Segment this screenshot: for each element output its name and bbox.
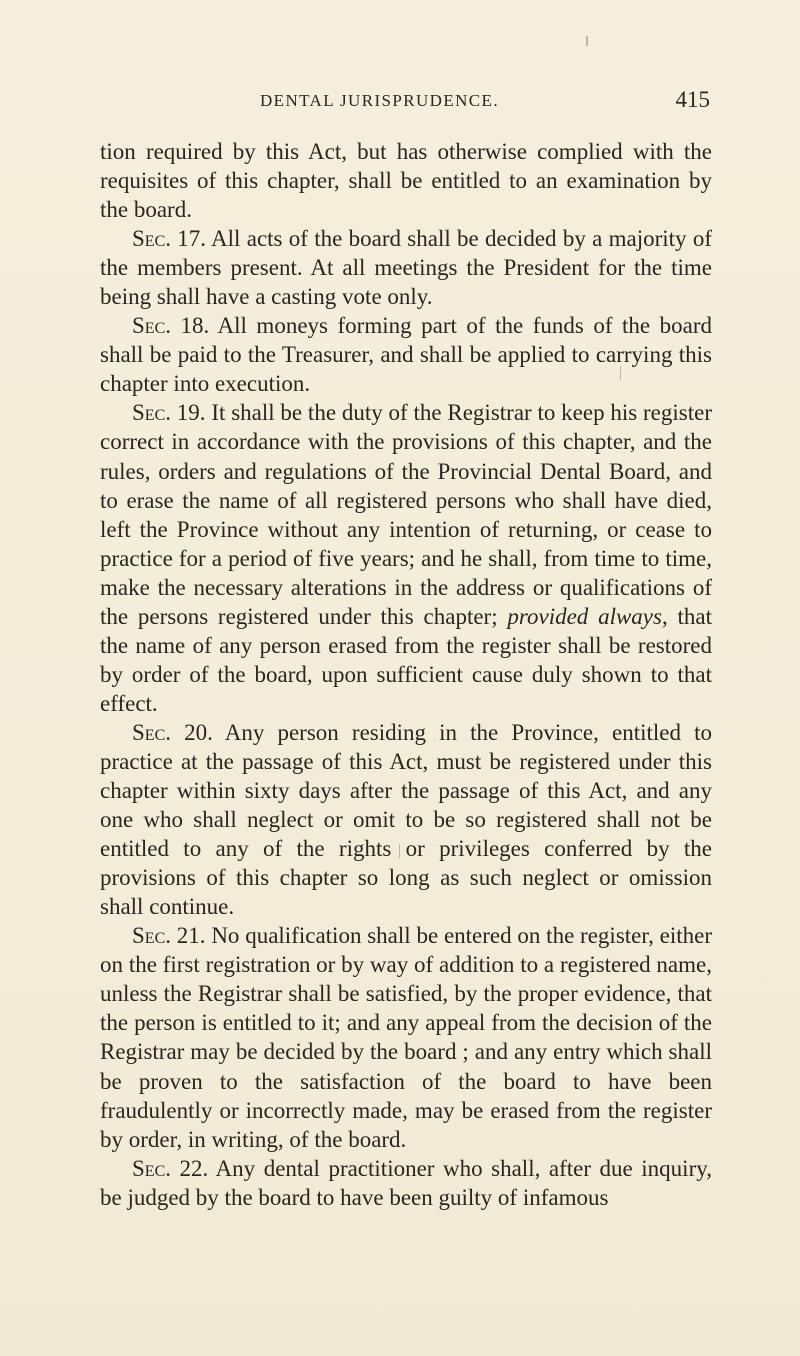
page-header (150, 87, 710, 117)
paragraph-sec-21 (100, 921, 712, 1153)
page-number: 415 (675, 87, 710, 112)
italic-phrase: provided always (507, 603, 662, 629)
paragraph-text: Any person residing in the Province, entitled to practice at the passage of this Act, must be registered under this chapter within sixty days after the passage of this Act, and any one who shall neglect or omit to be so registered shall not be entitled to any of the rights or privileges conferred by the provisions of this chapter so long as such neglect or omission shall continue. (100, 719, 712, 920)
paragraph-text: tion required by this Act, but has otherwise complied with the requisites of this chapter, shall be entitled to an examination by the board. (100, 139, 712, 223)
paragraph-text: It shall be the duty of the Registrar to keep his register correct in accordance with the provisions of this chapter, and the rules, orders and regulations of the Provincial Dental Board, and to erase the name of all registered persons who shall have died, left the Province without any intention of returning, or cease to practice for a period of five years; and he shall, from time to time, make the necessary alterations in the address or qualifications of the persons registered under this chapter; (100, 400, 712, 629)
section-label: Sec. 20. (132, 719, 213, 745)
paragraph-sec-18 (100, 311, 712, 398)
paragraph-text: All acts of the board shall be decided by a majority of the members present. At all meetings the President for the time being shall have a casting vote only. (100, 226, 712, 310)
section-label: Sec. 22. (132, 1155, 209, 1181)
paragraph-sec-19 (100, 398, 712, 718)
body-text (100, 137, 712, 1212)
paragraph-text: , that the name of any person erased from the register shall be restored by order of the board, upon sufficient cause duly shown to that effect. (100, 603, 712, 716)
section-label: Sec. 21. (132, 923, 206, 949)
paragraph-sec-17 (100, 224, 712, 311)
running-head: DENTAL JURISPRUDENCE. (260, 91, 499, 110)
ink-speck (586, 36, 588, 46)
paragraph-text: Any dental practitioner who shall, after due inquiry, be judged by the board to have been guilty of infamous (100, 1155, 712, 1210)
paragraph-text: All moneys forming part of the funds of the board shall be paid to the Treasurer, and shall be applied to carrying this chapter into execution. (100, 313, 712, 397)
paragraph-sec-22 (100, 1154, 712, 1212)
section-label: Sec. 18. (132, 313, 210, 339)
paragraph-sec-20 (100, 718, 712, 921)
section-label: Sec. 19. (132, 400, 206, 426)
paragraph-continuation (100, 137, 712, 224)
paragraph-text: No qualification shall be entered on the register, either on the first registration or by way of addition to a registered name, unless the Registrar shall be satisfied, by the proper evidence, that the person is entitled to it; and any appeal from the decision of the Registrar may be decided by the board ; and any entry which shall be proven to the satisfaction of the board to have been fraudulently or incorrectly made, may be erased from the register by order, in writing, of the board. (100, 923, 712, 1152)
section-label: Sec. 17. (132, 226, 207, 252)
